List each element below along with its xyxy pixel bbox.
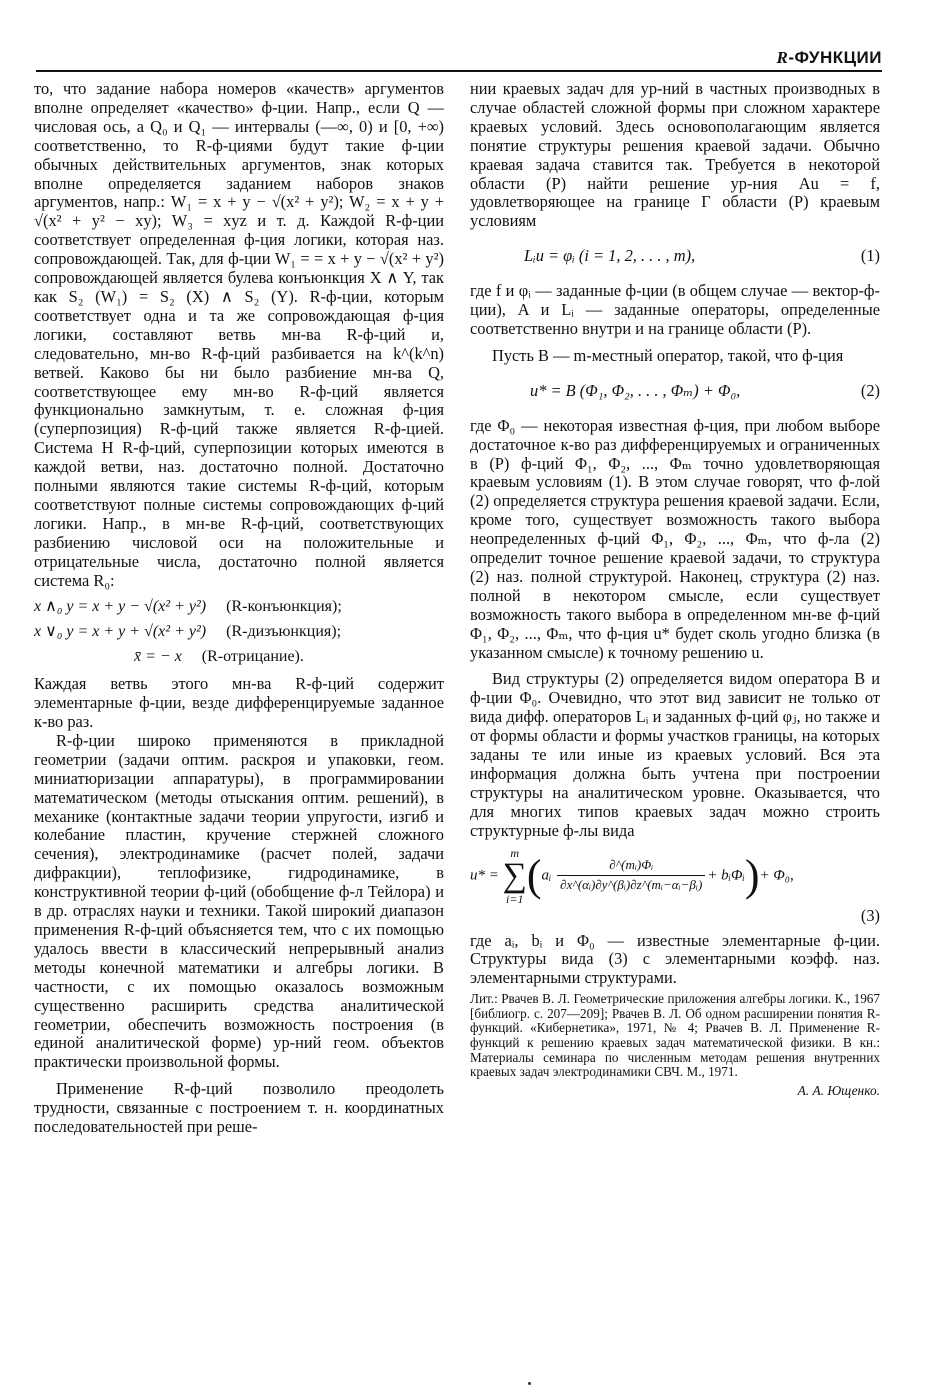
equation-2-formula: u* = B (Φ₁, Φ₂, . . . , Φₘ) + Φ₀, (530, 380, 741, 400)
left-column (34, 80, 444, 1137)
equation-3-lhs: u* = (470, 867, 499, 884)
conjunction-label: (R-конъюнкция); (226, 598, 342, 616)
equation-disjunction (34, 623, 444, 642)
sum-upper-limit: m (510, 845, 520, 860)
article-author: А. А. Ющенко. (797, 1082, 880, 1098)
equation-1-formula: Lᵢu = φᵢ (i = 1, 2, . . . , m), (524, 246, 696, 266)
equation-3-end: + Φ₀, (759, 867, 794, 884)
equation-3-coefficient: aᵢ (541, 867, 552, 884)
header-rule (36, 70, 882, 72)
running-head-text: -ФУНКЦИИ (788, 48, 882, 67)
right-paragraph-2: где f и φᵢ — заданные ф-ции (в общем случае — вектор-ф-ции), A и Lᵢ — заданные операторы, определенные соответственно внутри и на границе области (P). (470, 281, 880, 338)
right-paragraph-5: Вид структуры (2) определяется видом оператора B и ф-ции Φ₀. Очевидно, что этот вид зависит не только от вида дифф. операторов Lᵢ и заданных ф-ций φⱼ, но также и от формы области и формы участков границы, на которых заданы те или иные из краевых условий. Вся эта информация должна быть учтена при построении структуры на аналитическом уровне. Оказывается, что для многих типов краевых задач можно строить структурные ф-лы вида (470, 669, 880, 840)
negation-formula: x̄ = − x (134, 648, 182, 666)
equation-2-number: (2) (860, 380, 880, 400)
right-paragraph-3: Пусть B — m-местный оператор, такой, что ф-ция (492, 345, 844, 365)
left-paragraph-1: то, что задание набора номеров «качеств» аргументов вполне определяет «качество» ф-ции. Напр., если Q — числовая ось, а Q₀ и Q₁ — интервалы (—∞, 0) и [0, +∞) соответственно, то R-ф-циями будут такие ф-ции обычных действительных аргументов, знак которых вполне определяется заданием наборов знаков аргументов, напр.: W₁ = x + y − √(x² + y²); W₂ = x + y + √(x² + y² − xy); W₃ = xyz и т. д. Каждой R-ф-ции соответствует определенная ф-ция логики, которая наз. сопровождающей. Так, для ф-ции W₁ = = x + y − √(x² + y²) сопровождающей является булева конъюнкция X ∧ Y, так как S₂ (W₁) = S₂ (X) ∧ S₂ (Y). R-ф-ции, которым соответствует одна и та же сопровождающая ф-ция логики, составляют ветвь мн-ва R-ф-ций и, следовательно, мн-во R-ф-ций разбивается на k^(k^n) ветвей. Каково бы ни было разбиение мн-ва Q, соответствующее ему мн-во R-ф-ций является функционально замкнутым, т. е. сложная ф-ция (суперпозиция) R-ф-ций также является R-ф-цией. Система H R-ф-ций, суперпозиции которых имеются в каждой ветви, наз. достаточно полной. Достаточно полными являются такие системы R-ф-ций, которым соответствуют полные системы сопровождающих ф-ций логики. Напр., в мн-ве R-ф-ций, соответствующих разбиению числовой оси на положительные и отрицательные числа, достаточно полной является система R₀: (34, 79, 444, 590)
right-paragraph-6: где aᵢ, bᵢ и Φ₀ — известные элементарные ф-ции. Структуры вида (3) с элементарными коэфф. наз. элементарными структурами. (470, 930, 880, 988)
equation-conjunction (34, 598, 444, 617)
references: Лит.: Рвачев В. Л. Геометрические приложения алгебры логики. К., 1967 [библиогр. с. 207—209]; Рвачев В. Л. Об одном расширении понятия R-функций. «Кибернетика», 1971, № 4; Рвачев В. Л. Применение R-функций к решению краевых задач математической физики. В кн.: Материалы семинара по численным методам решения внутренних краевых задач электродинамики СВЧ. М., 1971. (470, 991, 880, 1080)
left-paragraph-4: Применение R-ф-ций позволило преодолеть трудности, связанные с построением т. н. координатных последовательностей при реше- (34, 1079, 444, 1137)
running-head (777, 48, 882, 68)
equation-2 (470, 376, 880, 407)
equation-3: u* = m ∑ i=1 (aᵢ $\frac{\text{∂\textasciicircum{}(mᵢ)Φᵢ}}{\text{∂x\textasciicircum{}(αᵢ)∂y\textasciicircum{}(βᵢ)∂z\textasciicircum{}(mᵢ−αᵢ−βᵢ)}}$ + bᵢΦᵢ)+ Φ₀, (470, 845, 794, 906)
equation-3-number: (3) (860, 905, 880, 925)
sum-symbol: m ∑ i=1 (502, 845, 527, 906)
equation-negation (34, 648, 444, 667)
right-column (470, 80, 880, 1101)
left-paragraph-2: Каждая ветвь этого мн-ва R-ф-ций содержит элементарные ф-ции, везде дифференцируемые заданное к-во раз. (34, 674, 444, 731)
equation-1 (470, 241, 880, 272)
disjunction-formula: x ∨₀ y = x + y + √(x² + y²) (34, 623, 207, 641)
equation-1-number: (1) (860, 246, 880, 266)
sum-lower-limit: i=1 (506, 891, 524, 906)
page-header (36, 42, 882, 70)
fraction-numerator: ∂^(mᵢ)Φᵢ (557, 856, 705, 876)
running-head-letter: R (776, 48, 789, 67)
left-paragraph-3: R-ф-ции широко применяются в прикладной геометрии (задачи оптим. раскроя и упаковки, геом. миниатюризации аппаратуры), в программировании математическом (методы отыскания оптим. решений), в механике (контактные задачи теории упругости, изгиб и колебание пластин, кручение стержней сложного сечения), электродинамике (расчет полей, задачи дифракции), теплофизике, гидродинамике, в конструктивной теории ф-ций (обобщение ф-л Тейлора) и в др. отраслях науки и техники. Такой широкий диапазон применения R-ф-ций объясняется тем, что с их помощью удалось ввести в классический непрерывный анализ методы конечной математики и алгебры логики. В частности, с их помощью оказалось возможным существенно расширить средства аналитической геометрии, обеспечить возможность построения (в единой аналитической форме) ур-ний геом. объектов практически произвольной формы. (34, 730, 444, 1072)
page-speck (528, 1382, 531, 1385)
fraction-denominator: ∂x^(αᵢ)∂y^(βᵢ)∂z^(mᵢ−αᵢ−βᵢ) (560, 877, 703, 893)
system-r0-equations (34, 598, 444, 667)
derivative-fraction (557, 856, 705, 895)
negation-label: (R-отрицание). (201, 648, 304, 666)
right-paragraph-4: где Φ₀ — некоторая известная ф-ция, при любом выборе достаточное к-во раз дифференцируемых и ограниченных в (P) ф-ций Φ₁, Φ₂, ..., Φₘ точно удовлетворяющая краевым условиям (1). В этом случае говорят, что ф-лой (2) определяется структура решения краевой задачи. Если, кроме того, существует возможность такого выбора неопределенных ф-ций Φ₁, Φ₂, ..., Φₘ, что ф-ла (2) определит точное решение краевой задачи, то структура (2) наз. полной структурой. Наконец, структура (2) наз. полной в некотором смысле, если существует возможность такого выбора в определенном мн-ве ф-ций Φ₁, Φ₂, ..., Φₘ, что ф-ция u* будет сколь угодно близка (в указанном смысле) к точному решению u. (470, 415, 880, 662)
right-paragraph-1: нии краевых задач для ур-ний в частных производных в случае областей сложной формы при сложном характере краевых условий. Здесь основополагающим является понятие структуры решения краевой задачи. Обычно краевая задача ставится так. Требуется в некоторой области (P) найти решение ур-ния Au = f, удовлетворяющее на границе Γ области (P) краевым условиям (470, 79, 880, 231)
disjunction-label: (R-дизъюнкция); (226, 623, 342, 641)
conjunction-formula: x ∧₀ y = x + y − √(x² + y²) (34, 598, 207, 616)
equation-3-tail: + bᵢΦᵢ (707, 867, 745, 884)
